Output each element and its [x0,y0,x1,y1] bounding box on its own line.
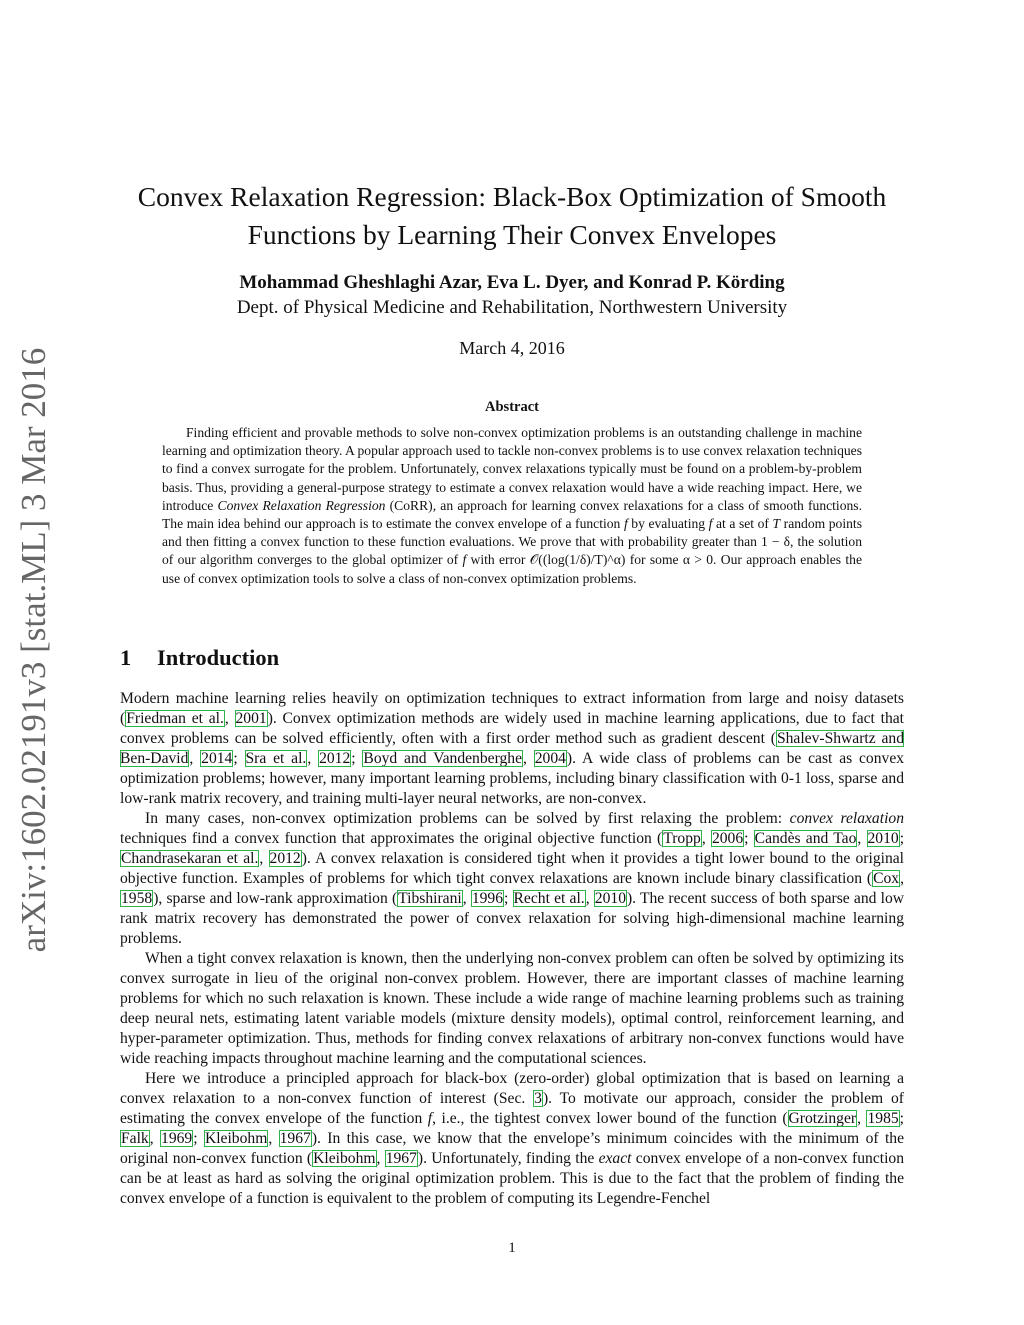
citation-link[interactable]: 1969 [161,1130,193,1147]
page-number: 1 [508,1240,516,1256]
section-ref-link[interactable]: 3 [534,1090,542,1107]
affiliation: Dept. of Physical Medicine and Rehabilitation, Northwestern University [236,297,788,318]
citation-link[interactable]: 1958 [121,890,153,907]
citation-link[interactable]: Candès and Tao [754,830,857,847]
citation-link[interactable]: 2012 [319,750,351,767]
citation-link[interactable]: 1967 [385,1150,417,1167]
title-line-1: Convex Relaxation Regression: Black-Box Optimization of Smooth [137,181,887,212]
section-heading [120,645,279,671]
citation-link[interactable]: 2001 [235,710,267,727]
body-text [120,689,904,1209]
citation-link[interactable]: 2012 [269,850,301,867]
citation-link[interactable]: Cox [873,870,900,887]
citation-link[interactable]: 1967 [279,1130,311,1147]
abstract [162,424,862,588]
arxiv-side-label: arXiv:1602.02191v3 [stat.ML] 3 Mar 2016 [14,347,53,953]
title-line-2: Functions by Learning Their Convex Envelopes [247,219,777,250]
citation-link[interactable]: Boyd and Vandenberghe [363,750,522,767]
citation-link[interactable]: Kleibohm [204,1130,268,1147]
section-number: 1 [120,645,132,670]
citation-link[interactable]: Tropp [663,830,701,847]
citation-link[interactable]: 2010 [867,830,899,847]
citation-link[interactable]: Tibshirani [398,890,462,907]
abstract-heading: Abstract [485,399,539,415]
citation-link[interactable]: Kleibohm [313,1150,376,1167]
citation-link[interactable]: Falk [121,1130,149,1147]
citation-link[interactable]: 2004 [534,750,566,767]
paragraph-4: Here we introduce a principled approach for black-box (zero-order) global optimization that is based on learning a convex relaxation to a non-convex function of interest (Sec. 3). To motivate our approach, consider the problem of estimating the convex envelope of the function f, i.e., the tightest convex lower bound of the function (Grotzinger, 1985; Falk, 1969; Kleibohm, 1967). In this case, we know that the envelope’s minimum coincides with the minimum of the original non-convex function (Kleibohm, 1967). Unfortunately, finding the exact convex envelope of a non-convex function can be at least as hard as solving the original optimization problem. This is due to the fact that the problem of finding the convex envelope of a function is equivalent to the problem of computing its Legendre-Fenchel [120,1070,905,1207]
paragraph-3: When a tight convex relaxation is known, then the underlying non-convex problem can often be solved by optimizing its convex surrogate in lieu of the original non-convex problem. However, there are important classes of machine learning problems for which no such relaxation is known. These include a wide range of machine learning problems such as training deep neural nets, estimating latent variable models (mixture density models), optimal control, reinforcement learning, and hyper-parameter optimization. Thus, methods for finding convex relaxations of arbitrary non-convex functions would have wide reaching impacts throughout machine learning and the computational sciences. [120,950,904,1067]
paragraph-2: In many cases, non-convex optimization problems can be solved by first relaxing the problem: convex relaxation techniques find a convex function that approximates the original objective function (Tropp, 2006; Candès and Tao, 2010; Chandrasekaran et al., 2012). A convex relaxation is considered tight when it provides a tight lower bound to the original objective function. Examples of problems for which tight convex relaxations are known include binary classification (Cox, 1958), sparse and low-rank approximation (Tibshirani, 1996; Recht et al., 2010). The recent success of both sparse and low rank matrix recovery has demonstrated the power of convex relaxation for solving high-dimensional machine learning problems. [120,810,905,947]
citation-link[interactable]: 1985 [867,1110,899,1127]
citation-link[interactable]: Chandrasekaran et al. [121,850,259,867]
citation-link[interactable]: 2010 [594,890,626,907]
paragraph-1: Modern machine learning relies heavily on optimization techniques to extract information from large and noisy datasets (Friedman et al., 2001). Convex optimization methods are widely used in machine learning applications, due to fact that convex problems can be solved efficiently, often with a first order method such as gradient descent (Shalev-Shwartz and Ben-David, 2014; Sra et al., 2012; Boyd and Vandenberghe, 2004). A wide class of problems can be cast as convex optimization problems; however, many important learning problems, including binary classification with 0-1 loss, sparse and low-rank matrix recovery, and training multi-layer neural networks, are non-convex. [120,690,905,807]
citation-link[interactable]: Sra et al. [245,750,307,767]
citation-link[interactable]: 2014 [201,750,233,767]
date: March 4, 2016 [459,338,565,358]
citation-link[interactable]: Friedman et al. [126,710,224,727]
citation-link[interactable]: 2006 [711,830,744,847]
citation-link[interactable]: Grotzinger [788,1110,857,1127]
citation-link[interactable]: Shalev-Shwartz and Ben-David [120,730,904,767]
citation-link[interactable]: 1996 [471,890,503,907]
paper-title [100,178,924,254]
section-title: Introduction [157,645,280,670]
authors: Mohammad Gheshlaghi Azar, Eva L. Dyer, and Konrad P. Körding [239,272,785,293]
abstract-text: Finding efficient and provable methods to solve non-convex optimization problems is an outstanding challenge in machine learning and optimization theory. A popular approach used to tackle non-convex problems is to use convex relaxation techniques to find a convex surrogate for the problem. Unfortunately, convex relaxations typically must be found on a problem-by-problem basis. Thus, providing a general-purpose strategy to estimate a convex relaxation would have a wide reaching impact. Here, we introduce Convex Relaxation Regression (CoRR), an approach for learning convex relaxations for a class of smooth functions. The main idea behind our approach is to estimate the convex envelope of a function f by evaluating f at a set of T random points and then fitting a convex function to these function evaluations. We prove that with probability greater than 1 − δ, the solution of our algorithm converges to the global optimizer of f with error 𝒪((log(1/δ)/T)^α) for some α > 0. Our approach enables the use of convex optimization tools to solve a class of non-convex optimization problems. [162,425,862,586]
citation-link[interactable]: Recht et al. [513,890,585,907]
